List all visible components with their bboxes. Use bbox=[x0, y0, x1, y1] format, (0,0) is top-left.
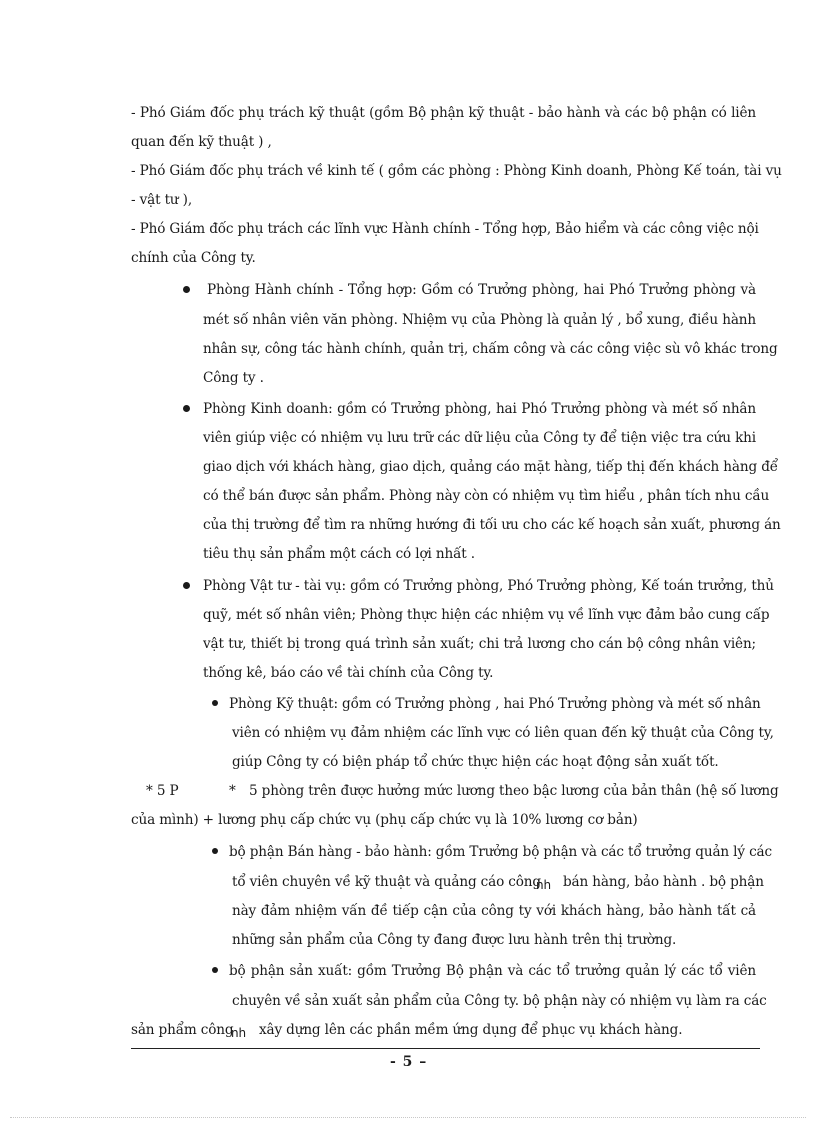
note-marker: * bbox=[229, 783, 236, 799]
list-item-line: mét số nhân viên văn phòng. Nhiệm vụ của Phòng là quản lý , bổ xung, điều hành bbox=[203, 312, 756, 328]
page-bottom-border bbox=[10, 1117, 806, 1118]
list-item-line: viên giúp việc có nhiệm vụ lưu trữ các dữ liệu của Công ty để tiện việc tra cứu khi bbox=[203, 430, 756, 446]
list-item-line: Phòng Kỹ thuật: gồm có Trưởng phòng , hai Phó Trưởng phòng và mét số nhân bbox=[229, 696, 761, 712]
list-item-line: sản phẩm công bbox=[131, 1022, 234, 1038]
paragraph-line: - Phó Giám đốc phụ trách về kinh tế ( gồm các phòng : Phòng Kinh doanh, Phòng Kế toán, tài vụ bbox=[131, 163, 782, 179]
list-item-line: giao dịch với khách hàng, giao dịch, quảng cáo mặt hàng, tiếp thị đến khách hàng để bbox=[203, 459, 778, 475]
list-item-line: của thị trường để tìm ra những hướng đi tối ưu cho các kế hoạch sản xuất, phương án bbox=[203, 517, 781, 533]
list-item-line: tổ viên chuyên về kỹ thuật và quảng cáo công bbox=[232, 874, 541, 890]
list-item-line: giúp Công ty có biện pháp tổ chức thực hiện các hoạt động sản xuất tốt. bbox=[232, 754, 719, 770]
bullet-icon bbox=[212, 700, 218, 706]
bullet-icon bbox=[183, 405, 190, 412]
list-item-line: Phòng Kinh doanh: gồm có Trưởng phòng, hai Phó Trưởng phòng và mét số nhân bbox=[203, 401, 756, 417]
paragraph-line: - vật tư ), bbox=[131, 192, 192, 208]
list-item-line: viên có nhiệm vụ đảm nhiệm các lĩnh vực có liên quan đến kỹ thuật của Công ty, bbox=[232, 725, 774, 741]
list-item-line: tiêu thụ sản phẩm một cách có lợi nhất . bbox=[203, 546, 475, 562]
paragraph-line: chính của Công ty. bbox=[131, 250, 256, 266]
list-item-line: Công ty . bbox=[203, 370, 264, 386]
paragraph-line: - Phó Giám đốc phụ trách các lĩnh vực Hành chính - Tổng hợp, Bảo hiểm và các công việc nội bbox=[131, 221, 759, 237]
text-fragment: nh bbox=[231, 1026, 246, 1040]
list-item-line: Phòng Vật tư - tài vụ: gồm có Trưởng phòng, Phó Trưởng phòng, Kế toán trưởng, thủ bbox=[203, 578, 774, 594]
paragraph-line: quan đến kỹ thuật ) , bbox=[131, 134, 272, 150]
list-item-line: những sản phẩm của Công ty đang được lưu hành trên thị trường. bbox=[232, 932, 677, 948]
list-item-line: bộ phận Bán hàng - bảo hành: gồm Trưởng bộ phận và các tổ trưởng quản lý các bbox=[229, 844, 772, 860]
list-item-line: bộ phận sản xuất: gồm Trưởng Bộ phận và các tổ trưởng quản lý các tổ viên bbox=[229, 963, 756, 979]
list-item-line: bán hàng, bảo hành . bộ phận bbox=[563, 874, 764, 890]
list-item-line: xây dựng lên các phần mềm ứng dụng để phục vụ khách hàng. bbox=[259, 1022, 683, 1038]
list-item-line: vật tư, thiết bị trong quá trình sản xuất; chi trả lương cho cán bộ công nhân viên; bbox=[203, 636, 756, 652]
text-fragment: nh bbox=[536, 878, 551, 892]
bullet-icon bbox=[183, 582, 190, 589]
note-line: 5 phòng trên được hưởng mức lương theo bậc lương của bản thân (hệ số lương bbox=[249, 783, 779, 799]
paragraph-line: - Phó Giám đốc phụ trách kỹ thuật (gồm Bộ phận kỹ thuật - bảo hành và các bộ phận có liên bbox=[131, 105, 756, 121]
list-item-line: chuyên về sản xuất sản phẩm của Công ty. bộ phận này có nhiệm vụ làm ra các bbox=[232, 993, 767, 1009]
note-marker: * 5 P bbox=[146, 783, 179, 799]
list-item-line: có thể bán được sản phẩm. Phòng này còn có nhiệm vụ tìm hiểu , phân tích nhu cầu bbox=[203, 488, 770, 504]
list-item-line: thống kê, báo cáo về tài chính của Công ty. bbox=[203, 665, 494, 681]
bullet-icon bbox=[212, 848, 218, 854]
page-number: - 5 – bbox=[390, 1054, 428, 1070]
bullet-icon bbox=[183, 286, 190, 293]
note-line: của mình) + lương phụ cấp chức vụ (phụ cấp chức vụ là 10% lương cơ bản) bbox=[131, 812, 638, 828]
list-item-line: này đảm nhiệm vấn đề tiếp cận của công ty với khách hàng, bảo hành tất cả bbox=[232, 903, 756, 919]
footer-rule bbox=[131, 1048, 760, 1049]
list-item-line: nhân sự, công tác hành chính, quản trị, chấm công và các công việc sù vô khác trong bbox=[203, 341, 778, 357]
list-item-line: quỹ, mét số nhân viên; Phòng thực hiện các nhiệm vụ về lĩnh vực đảm bảo cung cấp bbox=[203, 607, 770, 623]
list-item-line: Phòng Hành chính - Tổng hợp: Gồm có Trưởng phòng, hai Phó Trưởng phòng và bbox=[207, 282, 756, 298]
bullet-icon bbox=[212, 967, 218, 973]
